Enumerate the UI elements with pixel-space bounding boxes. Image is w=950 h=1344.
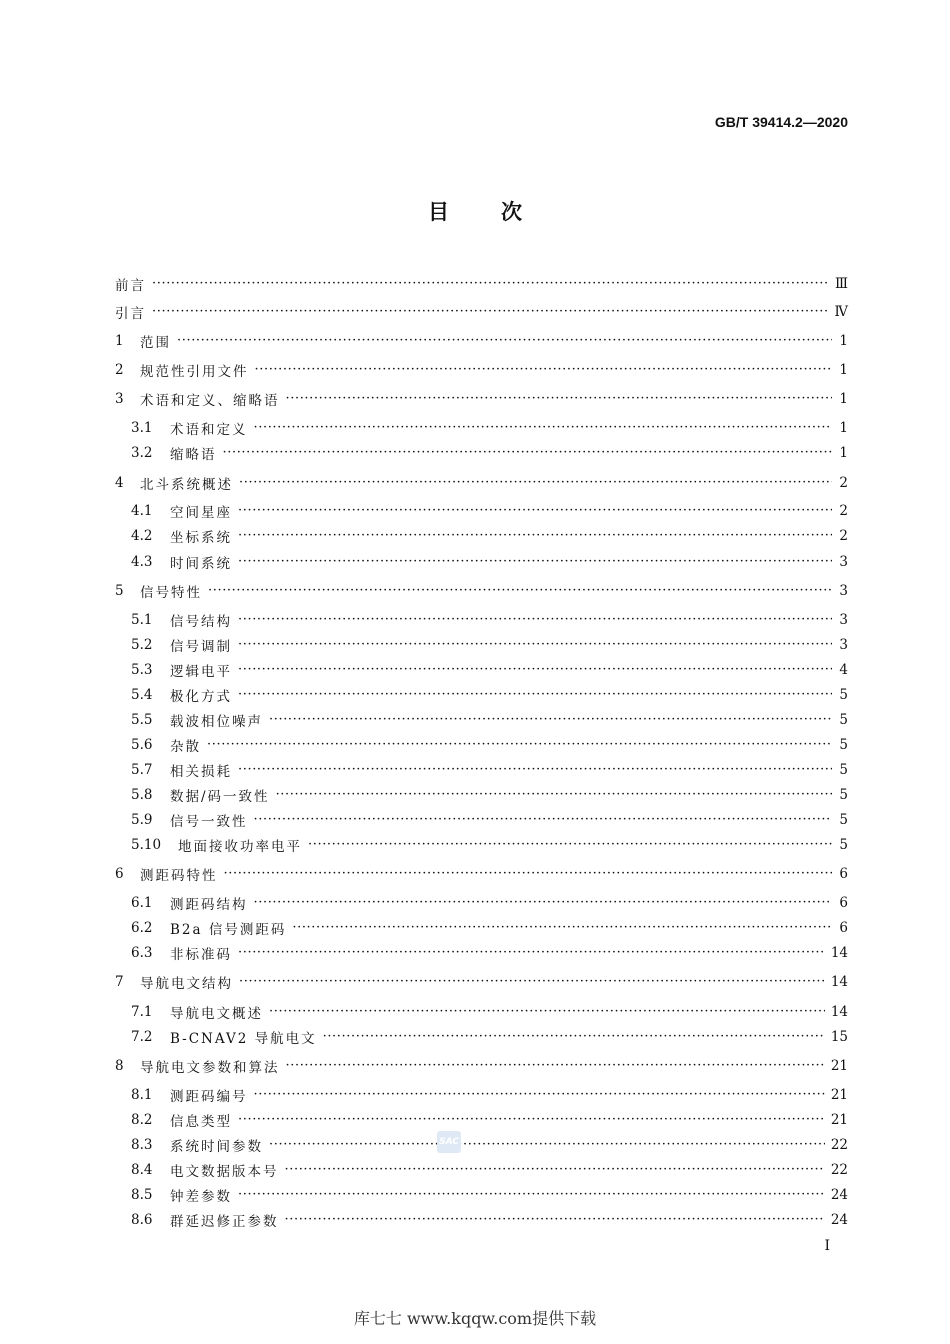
- toc-entry[interactable]: [115, 274, 848, 294]
- toc-label: 相关损耗: [170, 764, 232, 780]
- toc-page: 21: [830, 1058, 848, 1074]
- toc-entry[interactable]: [131, 1002, 848, 1022]
- toc-page: 3: [839, 554, 848, 570]
- dot-leader: [238, 943, 825, 963]
- toc-entry[interactable]: [131, 810, 848, 830]
- toc-entry[interactable]: [131, 943, 848, 963]
- toc-label: 数据/码一致性: [170, 789, 270, 805]
- toc-page: 3: [839, 583, 848, 599]
- watermark-logo: SAC: [437, 1131, 461, 1153]
- toc-entry[interactable]: [131, 710, 848, 730]
- toc-number: 8.6: [131, 1212, 153, 1228]
- toc-entry[interactable]: [131, 418, 848, 438]
- toc-entry[interactable]: [115, 864, 848, 884]
- toc-entry[interactable]: [131, 552, 848, 572]
- toc-label: B-CNAV2 导航电文: [170, 1031, 317, 1047]
- dot-leader: [286, 1056, 825, 1076]
- toc-page: 5: [839, 737, 848, 753]
- toc-page: 6: [839, 920, 848, 936]
- page-title: 目次: [428, 200, 574, 224]
- toc-number: 3.1: [131, 420, 153, 436]
- toc-page: 6: [839, 866, 848, 882]
- toc-label: 北斗系统概述: [140, 477, 233, 493]
- toc-label: 信号特性: [140, 585, 202, 601]
- toc-number: 7.2: [131, 1029, 153, 1045]
- toc-entry[interactable]: [131, 918, 848, 938]
- toc-entry[interactable]: [131, 443, 848, 463]
- toc-entry[interactable]: [131, 685, 848, 705]
- toc-page: 14: [830, 945, 848, 961]
- dot-leader: [238, 760, 832, 780]
- toc-label: B2a 信号测距码: [170, 922, 287, 938]
- toc-number: 4.3: [131, 554, 153, 570]
- toc-label: 导航电文参数和算法: [140, 1060, 280, 1076]
- dot-leader: [238, 610, 832, 630]
- toc-entry[interactable]: [131, 1135, 848, 1155]
- dot-leader: [238, 1185, 825, 1205]
- toc-label: 极化方式: [170, 689, 232, 705]
- toc-number: 5.8: [131, 787, 153, 803]
- dot-leader: [254, 893, 833, 913]
- toc-entry[interactable]: [131, 526, 848, 546]
- toc-number: 5.10: [131, 837, 162, 853]
- dot-leader: [152, 274, 829, 294]
- dot-leader: [323, 1027, 825, 1047]
- toc-page: 21: [830, 1112, 848, 1128]
- toc-number: 8.2: [131, 1112, 153, 1128]
- toc-label: 电文数据版本号: [170, 1164, 279, 1180]
- toc-label: 术语和定义: [170, 422, 248, 438]
- toc-number: 4.1: [131, 503, 153, 519]
- toc-entry[interactable]: [131, 635, 848, 655]
- dot-leader: [292, 918, 832, 938]
- dot-leader: [238, 685, 832, 705]
- toc-entry[interactable]: [131, 760, 848, 780]
- toc-number: 5: [115, 583, 124, 599]
- dot-leader: [177, 331, 832, 351]
- toc-page: 4: [839, 662, 848, 678]
- toc-number: 6.1: [131, 895, 153, 911]
- toc-number: 8.3: [131, 1137, 153, 1153]
- dot-leader: [238, 526, 832, 546]
- toc-label: 杂散: [170, 739, 201, 755]
- toc-number: 8.4: [131, 1162, 153, 1178]
- toc-page: 3: [839, 612, 848, 628]
- toc-page: 5: [839, 787, 848, 803]
- toc-label: 导航电文概述: [170, 1006, 263, 1022]
- toc-page: 2: [839, 528, 848, 544]
- toc-number: 7.1: [131, 1004, 153, 1020]
- toc-label: 信号调制: [170, 639, 232, 655]
- dot-leader: [207, 735, 832, 755]
- toc-label: 信息类型: [170, 1114, 232, 1130]
- toc-number: 5.3: [131, 662, 153, 678]
- toc-page: 1: [839, 420, 848, 436]
- toc-number: 5.1: [131, 612, 153, 628]
- toc-label: 信号一致性: [170, 814, 248, 830]
- toc-number: 1: [115, 333, 124, 349]
- toc-page: 24: [830, 1187, 848, 1203]
- toc-entry[interactable]: [115, 473, 848, 493]
- toc-page: 1: [839, 362, 848, 378]
- toc-number: 2: [115, 362, 124, 378]
- dot-leader: [208, 581, 832, 601]
- toc-entry[interactable]: [115, 1056, 848, 1076]
- toc-page: 22: [830, 1162, 848, 1178]
- toc-entry[interactable]: [115, 302, 848, 322]
- dot-leader: [285, 1160, 825, 1180]
- dot-leader: [223, 443, 833, 463]
- toc-entry[interactable]: [131, 660, 848, 680]
- toc-entry[interactable]: [115, 360, 848, 380]
- dot-leader: [238, 501, 832, 521]
- toc-label: 时间系统: [170, 556, 232, 572]
- toc-entry[interactable]: [131, 1027, 848, 1047]
- standard-number: GB/T 39414.2—2020: [714, 114, 848, 130]
- toc-entry[interactable]: [131, 1110, 848, 1130]
- toc-number: 6: [115, 866, 124, 882]
- toc-number: 6.2: [131, 920, 153, 936]
- toc-label: 地面接收功率电平: [178, 839, 302, 855]
- toc-page: 5: [839, 762, 848, 778]
- dot-leader: [238, 660, 832, 680]
- toc-page: 5: [839, 812, 848, 828]
- toc-page: 21: [830, 1087, 848, 1103]
- dot-leader: [308, 835, 832, 855]
- toc-page: Ⅳ: [834, 304, 848, 320]
- dot-leader: [238, 1110, 825, 1130]
- toc-label: 测距码特性: [140, 868, 218, 884]
- dot-leader: [276, 785, 832, 805]
- toc-page: 5: [839, 837, 848, 853]
- dot-leader: [254, 1085, 825, 1105]
- dot-leader: [269, 1002, 825, 1022]
- toc-label: 逻辑电平: [170, 664, 232, 680]
- toc-entry[interactable]: [131, 1185, 848, 1205]
- toc-entry[interactable]: [131, 835, 848, 855]
- toc-entry[interactable]: [131, 893, 848, 913]
- toc-entry[interactable]: [131, 735, 848, 755]
- toc-label: 系统时间参数: [170, 1139, 263, 1155]
- toc-page: 1: [839, 333, 848, 349]
- toc-number: 7: [115, 974, 124, 990]
- toc-label: 钟差参数: [170, 1189, 232, 1205]
- toc-entry[interactable]: [131, 785, 848, 805]
- toc-number: 5.4: [131, 687, 153, 703]
- toc-label: 测距码结构: [170, 897, 248, 913]
- toc-entry[interactable]: [115, 581, 848, 601]
- dot-leader: [254, 418, 833, 438]
- toc-entry[interactable]: [131, 610, 848, 630]
- toc-label: 术语和定义、缩略语: [140, 393, 280, 409]
- toc-number: 5.9: [131, 812, 153, 828]
- toc-label: 坐标系统: [170, 530, 232, 546]
- dot-leader: [269, 1135, 825, 1155]
- toc-label: 信号结构: [170, 614, 232, 630]
- toc-page: 22: [830, 1137, 848, 1153]
- toc-number: 3: [115, 391, 124, 407]
- toc-page: 14: [830, 1004, 848, 1020]
- toc-entry[interactable]: [131, 1210, 848, 1230]
- dot-leader: [255, 360, 833, 380]
- dot-leader: [254, 810, 833, 830]
- toc-entry[interactable]: [115, 389, 848, 409]
- toc-label: 引言: [115, 306, 146, 322]
- dot-leader: [286, 389, 833, 409]
- toc-entry[interactable]: [131, 501, 848, 521]
- toc-number: 8: [115, 1058, 124, 1074]
- toc-label: 范围: [140, 335, 171, 351]
- toc-page: Ⅲ: [834, 276, 848, 292]
- toc-page: 1: [839, 391, 848, 407]
- toc-label: 规范性引用文件: [140, 364, 249, 380]
- toc-number: 3.2: [131, 445, 153, 461]
- toc-page: 2: [839, 503, 848, 519]
- toc-entry[interactable]: [131, 1085, 848, 1105]
- toc-label: 测距码编号: [170, 1089, 248, 1105]
- toc-page: 6: [839, 895, 848, 911]
- toc-page: 5: [839, 712, 848, 728]
- toc-label: 群延迟修正参数: [170, 1214, 279, 1230]
- toc-label: 非标准码: [170, 947, 232, 963]
- toc-page: 24: [830, 1212, 848, 1228]
- toc-number: 5.7: [131, 762, 153, 778]
- dot-leader: [152, 302, 829, 322]
- toc-label: 缩略语: [170, 447, 217, 463]
- dot-leader: [269, 710, 832, 730]
- toc-entry[interactable]: [131, 1160, 848, 1180]
- toc-page: 2: [839, 475, 848, 491]
- toc-page: 5: [839, 687, 848, 703]
- dot-leader: [224, 864, 833, 884]
- toc-label: 空间星座: [170, 505, 232, 521]
- dot-leader: [238, 552, 832, 572]
- page-folio: I: [824, 1238, 830, 1254]
- dot-leader: [285, 1210, 825, 1230]
- dot-leader: [239, 473, 832, 493]
- toc-page: 15: [830, 1029, 848, 1045]
- dot-leader: [239, 972, 825, 992]
- toc-number: 8.1: [131, 1087, 153, 1103]
- toc-number: 6.3: [131, 945, 153, 961]
- toc-label: 载波相位噪声: [170, 714, 263, 730]
- toc-label: 导航电文结构: [140, 976, 233, 992]
- toc-page: 1: [839, 445, 848, 461]
- toc-number: 8.5: [131, 1187, 153, 1203]
- toc-page: 14: [830, 974, 848, 990]
- toc-number: 5.5: [131, 712, 153, 728]
- dot-leader: [238, 635, 832, 655]
- toc-entry[interactable]: [115, 331, 848, 351]
- footer-text: 库七七 www.kqqw.com提供下载: [353, 1309, 597, 1328]
- toc-page: 3: [839, 637, 848, 653]
- toc-label: 前言: [115, 278, 146, 294]
- toc-entry[interactable]: [115, 972, 848, 992]
- toc-number: 5.2: [131, 637, 153, 653]
- toc-number: 4.2: [131, 528, 153, 544]
- toc-number: 4: [115, 475, 124, 491]
- toc-number: 5.6: [131, 737, 153, 753]
